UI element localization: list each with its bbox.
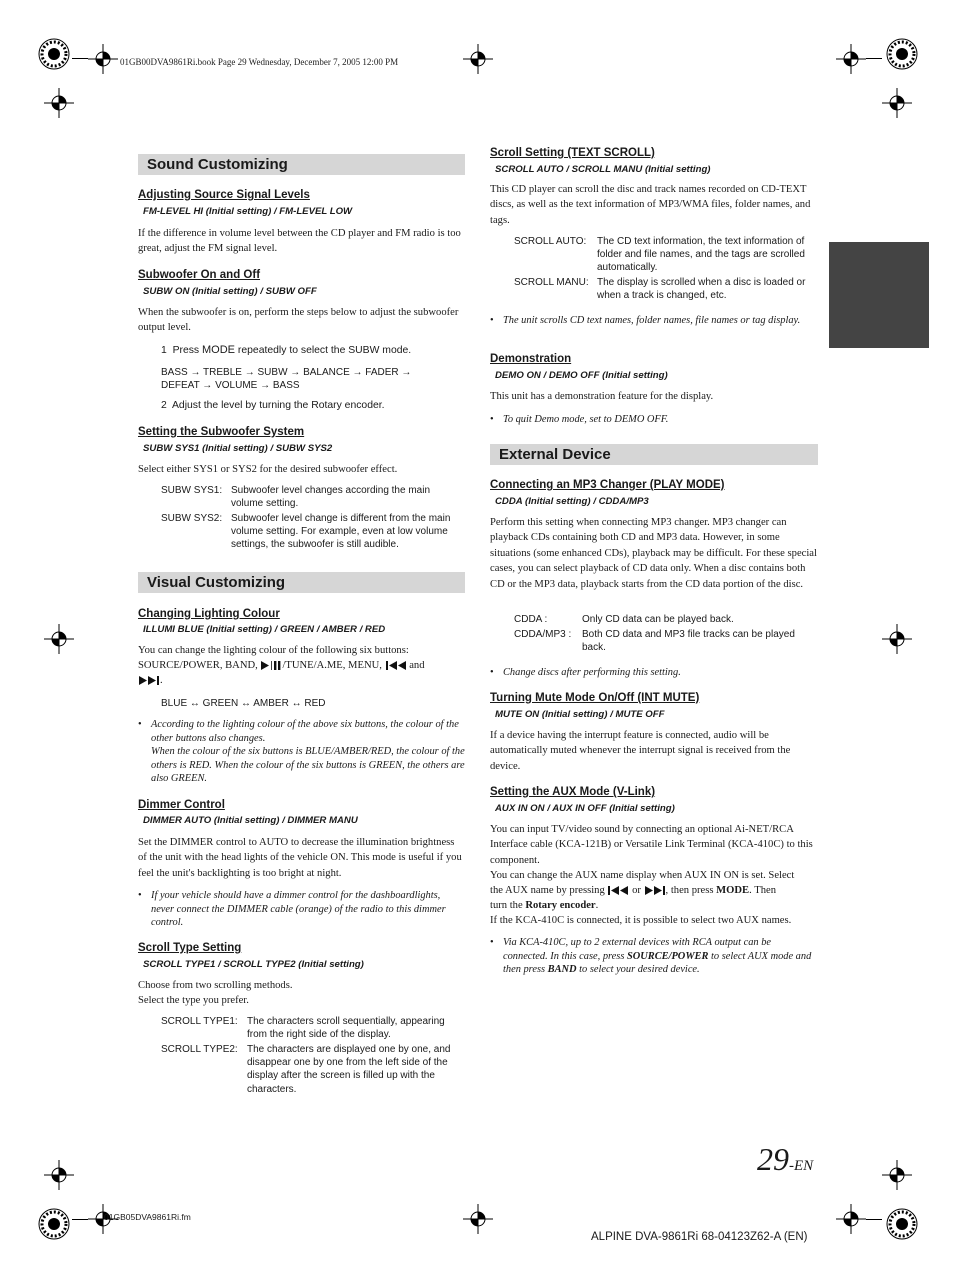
section-external-device: External Device xyxy=(490,444,818,465)
adjust-source-setting: FM-LEVEL HI (Initial setting) / FM-LEVEL LOW xyxy=(143,206,353,217)
adjust-source-title: Adjusting Source Signal Levels xyxy=(138,189,310,201)
demo-body: This unit has a demonstration feature for the display. xyxy=(490,391,714,402)
note-part: to select AUX mode and then press xyxy=(503,950,812,976)
cdda-mp3-definition xyxy=(514,628,818,654)
aux-mode-body-2-line-1: You can change the AUX name display when AUX IN ON is set. Select xyxy=(490,870,795,881)
aux-text: . xyxy=(595,900,599,911)
int-mute-setting: MUTE ON (Initial setting) / MUTE OFF xyxy=(495,709,665,720)
scroll-manu-definition xyxy=(514,276,818,302)
demo-setting: DEMO ON / DEMO OFF (Initial setting) xyxy=(495,370,668,381)
lighting-body-line-3: . xyxy=(138,673,163,688)
definition-key: SCROLL TYPE2: xyxy=(161,1044,238,1055)
mode-key: MODE xyxy=(716,885,750,896)
crosshair-mark-right-lower xyxy=(882,1160,912,1190)
step-text: Adjust the level by turning the Rotary encoder. xyxy=(171,400,385,411)
crosshair-mark-bottom-right xyxy=(836,1204,866,1234)
file-name-footer: 01GB05DVA9861Ri.fm xyxy=(104,1212,191,1222)
trim-line-top xyxy=(72,58,88,59)
book-info-header: 01GB00DVA9861Ri.book Page 29 Wednesday, December 7, 2005 12:00 PM xyxy=(120,57,399,67)
adjust-source-body: If the difference in volume level between the CD player and FM radio is too great, adjust the FM signal level. xyxy=(138,228,461,255)
scroll-type2-definition xyxy=(161,1043,465,1096)
aux-mode-body-2-line-2 xyxy=(490,883,776,898)
crosshair-mark-top-right xyxy=(836,44,866,74)
trim-line-bottom-left xyxy=(72,1219,88,1220)
step-number: 2 xyxy=(161,400,167,411)
definition-key: SUBW SYS2: xyxy=(161,513,223,524)
lighting-title: Changing Lighting Colour xyxy=(138,608,280,620)
scroll-setting-title: Scroll Setting (TEXT SCROLL) xyxy=(490,147,655,159)
trim-line-bottom-right xyxy=(866,1219,882,1220)
crosshair-mark-left-lower xyxy=(44,1160,74,1190)
subwoofer-system-title: Setting the Subwoofer System xyxy=(138,426,305,438)
aux-text: or xyxy=(632,885,641,896)
definition-value: The characters scroll sequentially, appearing from the right side of the display. xyxy=(247,1016,445,1041)
aux-mode-body-3: If the KCA-410C is connected, it is possible to select two AUX names. xyxy=(490,915,792,926)
play-pause-icon xyxy=(260,660,282,671)
dimmer-body: Set the DIMMER control to AUTO to decrease the illumination brightness of the unit with the head lights of the vehicle ON. This mode is useful if you feel the unit's backlighting is too bright at night. xyxy=(138,837,462,879)
definition-key: SCROLL AUTO: xyxy=(514,236,587,247)
crosshair-mark-left-upper xyxy=(44,88,74,118)
int-mute-body: If a device having the interrupt feature is connected, audio will be automatically muted whenever the interrupt signal is received from the device. xyxy=(490,730,791,772)
definition-value: The display is scrolled when a disc is loaded or when a track is changed, etc. xyxy=(597,277,806,302)
subwoofer-system-setting: SUBW SYS1 (Initial setting) / SUBW SYS2 xyxy=(143,443,333,454)
definition-key: SCROLL MANU: xyxy=(514,277,589,288)
crosshair-mark-bottom-center xyxy=(463,1204,493,1234)
crosshair-mark-top-left xyxy=(88,44,118,74)
note-text xyxy=(490,936,818,977)
dimmer-title: Dimmer Control xyxy=(138,799,225,811)
aux-mode-note: • Via KCA-410C, up to 2 external devices with RCA output can be connected. In this case, press SOURCE/POWER to select AUX mode and then press BAND to select your desired device. xyxy=(490,936,818,977)
scroll-type-setting: SCROLL TYPE1 / SCROLL TYPE2 (Initial setting) xyxy=(143,959,364,970)
subw-sys2-definition xyxy=(161,512,465,552)
definition-value: Subwoofer level change is different from the main volume setting. For example, even at low volume settings, the subwoofer is still audible. xyxy=(231,513,451,551)
scroll-type-body: Choose from two scrolling methods. Select the type you prefer. xyxy=(138,980,293,1007)
lighting-setting: ILLUMI BLUE (Initial setting) / GREEN / AMBER / RED xyxy=(143,624,386,635)
rotary-encoder-key: Rotary encoder xyxy=(525,900,596,911)
subwoofer-system-body: Select either SYS1 or SYS2 for the desired subwoofer effect. xyxy=(138,464,398,475)
lighting-color-cycle: BLUE ↔ GREEN ↔ AMBER ↔ RED xyxy=(161,698,326,709)
definition-value: Both CD data and MP3 file tracks can be played back. xyxy=(582,629,795,654)
definition-value: Only CD data can be played back. xyxy=(582,614,734,625)
lighting-note: • According to the lighting colour of the above six buttons, the colour of the other buttons also changes. When the colour of the six buttons is BLUE/AMBER/RED, the colour of the others is RED. When the colour of the six buttons is GREEN, the others are also GREEN. xyxy=(138,719,465,785)
int-mute-title: Turning Mute Mode On/Off (INT MUTE) xyxy=(490,692,700,704)
source-power-key: SOURCE/POWER xyxy=(627,950,709,962)
lighting-body-line-1: You can change the lighting colour of the following six buttons: xyxy=(138,645,409,656)
page-number-value: 29 xyxy=(757,1141,789,1177)
step-number: 1 xyxy=(161,345,167,356)
definition-key: CDDA : xyxy=(514,614,548,625)
section-visual-customizing: Visual Customizing xyxy=(138,572,465,593)
aux-text: turn the xyxy=(490,900,523,911)
registration-mark-bottom-left-disc xyxy=(36,1206,72,1242)
model-code-footer: ALPINE DVA-9861Ri 68-04123Z62-A (EN) xyxy=(591,1231,808,1243)
note-text: According to the lighting colour of the above six buttons, the colour of the other buttons also changes. When the colour of the six buttons is BLUE/AMBER/RED, the colour of the others is RED. When the colour of the six buttons is GREEN, the others are also GREEN. xyxy=(151,719,465,785)
step-text: repeatedly to select the SUBW mode. xyxy=(237,345,412,356)
demo-title: Demonstration xyxy=(490,353,572,365)
lighting-text: /TUNE/A.ME, MENU, xyxy=(282,660,382,671)
definition-value: The characters are displayed one by one, and disappear one by one from the left side of the display after the screen is filled up with the characters. xyxy=(247,1044,451,1095)
lighting-text: SOURCE/POWER, BAND, xyxy=(138,660,258,671)
chapter-tab xyxy=(829,242,929,348)
skip-forward-icon xyxy=(644,885,666,896)
dimmer-setting: DIMMER AUTO (Initial setting) / DIMMER MANU xyxy=(143,815,358,826)
note-text: The unit scrolls CD text names, folder names, file names or tag display. xyxy=(503,315,801,326)
aux-text: , then press xyxy=(665,885,714,896)
trim-line-top-right xyxy=(866,58,882,59)
aux-mode-body-2-line-3 xyxy=(490,898,598,913)
aux-text: . Then xyxy=(749,885,777,896)
mp3-changer-setting: CDDA (Initial setting) / CDDA/MP3 xyxy=(495,496,649,507)
crosshair-mark-top-center xyxy=(463,44,493,74)
aux-mode-setting: AUX IN ON / AUX IN OFF (Initial setting) xyxy=(495,803,675,814)
skip-back-icon xyxy=(607,885,629,896)
skip-back-icon xyxy=(385,660,407,671)
definition-value: The CD text information, the text information of folder and file names, and the tags are scrolled automatically. xyxy=(597,236,805,274)
page-number xyxy=(757,1141,813,1178)
subwoofer-setting: SUBW ON (Initial setting) / SUBW OFF xyxy=(143,286,317,297)
note-part: Via KCA-410C, up to 2 external devices with RCA output can be connected. In this case, press xyxy=(503,937,771,962)
aux-text: the AUX name by pressing xyxy=(490,885,605,896)
note-text: Change discs after performing this setting. xyxy=(503,667,681,678)
mp3-changer-body: Perform this setting when connecting MP3 changer. MP3 changer can playback CDs containing both CD and MP3 data. However, in some situations (some enhanced CDs), playback may be difficult. For these special cases, you can select playback of CD data only. When a disc contains both CD or the MP3 data, playback starts from the CD data portion of the disc. xyxy=(490,517,817,590)
scroll-type-title: Scroll Type Setting xyxy=(138,942,242,954)
aux-mode-title: Setting the AUX Mode (V-Link) xyxy=(490,786,656,798)
page-number-suffix: -EN xyxy=(789,1158,814,1174)
demo-note: • To quit Demo mode, set to DEMO OFF. xyxy=(490,413,818,427)
note-text: If your vehicle should have a dimmer control for the dashboardlights, never connect the DIMMER cable (orange) of the radio to this dimmer control. xyxy=(151,890,446,929)
lighting-text: and xyxy=(409,660,425,671)
band-key: BAND xyxy=(547,964,577,976)
mp3-changer-note: • Change discs after performing this setting. xyxy=(490,666,818,680)
scroll-setting-setting: SCROLL AUTO / SCROLL MANU (Initial setting) xyxy=(495,164,711,175)
definition-key: SUBW SYS1: xyxy=(161,485,223,496)
crosshair-mark-left-middle xyxy=(44,624,74,654)
definition-key: SCROLL TYPE1: xyxy=(161,1016,238,1027)
scroll-setting-note: • The unit scrolls CD text names, folder names, file names or tag display. xyxy=(490,314,818,328)
mp3-changer-title: Connecting an MP3 Changer (PLAY MODE) xyxy=(490,479,725,491)
subwoofer-step-1 xyxy=(161,344,411,358)
subw-sys1-definition xyxy=(161,484,465,510)
crosshair-mark-right-middle xyxy=(882,624,912,654)
subwoofer-body: When the subwoofer is on, perform the steps below to adjust the subwoofer output level. xyxy=(138,307,459,334)
aux-mode-body-1: You can input TV/video sound by connecting an optional Ai-NET/RCA Interface cable (KCA-121B) or Versatile Link Terminal (KCA-410C) to this component. xyxy=(490,824,813,866)
registration-mark-bottom-right-disc xyxy=(884,1206,920,1242)
step-text: Press xyxy=(172,345,200,356)
note-part: to select your desired device. xyxy=(579,964,700,976)
dimmer-note: • If your vehicle should have a dimmer control for the dashboardlights, never connect the DIMMER cable (orange) of the radio to this dimmer control. xyxy=(138,889,465,930)
cdda-definition xyxy=(514,613,818,626)
crosshair-mark-right-upper xyxy=(882,88,912,118)
section-sound-customizing: Sound Customizing xyxy=(138,154,465,175)
scroll-setting-body: This CD player can scroll the disc and track names recorded on CD-TEXT discs, as well as the text information of MP3/WMA files, folder names, and tags. xyxy=(490,184,811,226)
scroll-auto-definition xyxy=(514,235,818,275)
note-text: To quit Demo mode, set to DEMO OFF. xyxy=(503,414,669,425)
subwoofer-step-2 xyxy=(161,399,385,413)
subwoofer-sequence-line-2: DEFEAT → VOLUME → BASS xyxy=(161,380,300,391)
skip-forward-icon xyxy=(138,675,160,686)
registration-mark-top-right-disc xyxy=(884,36,920,72)
mode-key: MODE xyxy=(202,344,236,356)
subwoofer-sequence-line-1: BASS → TREBLE → SUBW → BALANCE → FADER → xyxy=(161,367,412,378)
definition-value: Subwoofer level changes according the main volume setting. xyxy=(231,485,431,510)
scroll-type1-definition xyxy=(161,1015,465,1041)
registration-mark-top-left-disc xyxy=(36,36,72,72)
definition-key: CDDA/MP3 : xyxy=(514,629,572,640)
lighting-body-line-2 xyxy=(138,658,425,673)
subwoofer-title: Subwoofer On and Off xyxy=(138,269,261,281)
